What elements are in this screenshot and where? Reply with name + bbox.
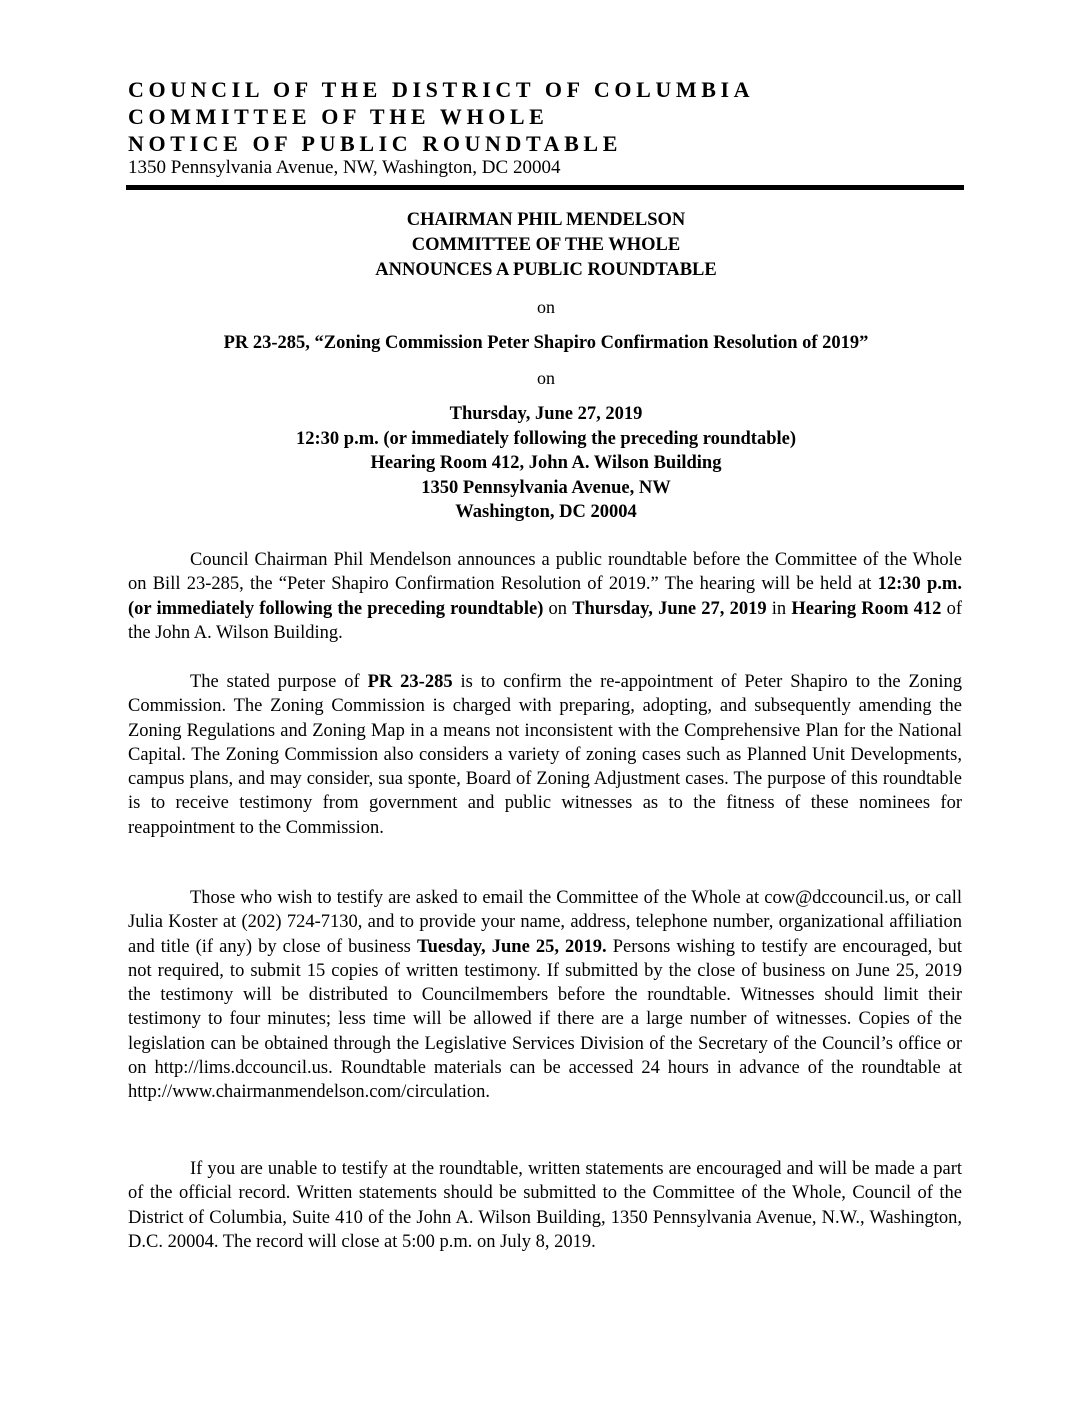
horizontal-rule: [126, 185, 964, 190]
letterhead-committee: COMMITTEE OF THE WHOLE: [128, 104, 549, 129]
p1-text-1: Council Chairman Phil Mendelson announces a public roundtable before the Committee of the Whole on Bill 23-285, the “Peter Shapiro Confirmation Resolution of 2019.” The hearing will be held at: [128, 550, 962, 595]
p1-date: Thursday, June 27, 2019: [572, 598, 767, 619]
hearing-details: [128, 402, 964, 525]
p3-deadline: Tuesday, June 25, 2019.: [416, 936, 607, 957]
hearing-date: Thursday, June 27, 2019: [449, 404, 643, 424]
heading-committee: COMMITTEE OF THE WHOLE: [411, 235, 681, 255]
p3-text-1: Those who wish to testify are asked to email the Committee of the Whole at cow@dccouncil.us, or call Julia Koster at (202) 724-7130, and to provide your name, address, telephone number, organizational affiliation and title (if any) by close of business: [128, 888, 962, 957]
paragraph-testimony: [128, 886, 962, 1105]
heading-announces: ANNOUNCES A PUBLIC ROUNDTABLE: [375, 260, 717, 280]
on-label-2: on: [537, 368, 555, 388]
hearing-room: Hearing Room 412, John A. Wilson Building: [370, 453, 722, 473]
p3-text-2: Persons wishing to testify are encouraged, but not required, to submit 15 copies of written testimony. If submitted by the close of business on June 25, 2019 the testimony will be distributed to Councilmembers before the roundtable. Witnesses should limit their testimony to four minutes; less time will be allowed if there are a large number of witnesses. Copies of the legislation can be obtained through the Legislative Services Division of the Secretary of the Council’s office or on http://lims.dccouncil.us. Roundtable materials can be accessed 24 hours in advance of the roundtable at http://www.chairmanmendelson.com/circulation.: [128, 936, 962, 1103]
p2-resolution: PR 23-285: [367, 672, 453, 692]
hearing-time: 12:30 p.m. (or immediately following the preceding roundtable): [296, 428, 796, 449]
letterhead: [128, 76, 964, 179]
letterhead-council: COUNCIL OF THE DISTRICT OF COLUMBIA: [128, 77, 755, 102]
p1-text-2: on: [543, 598, 573, 619]
announcement-heading: [128, 208, 964, 283]
letterhead-address: 1350 Pennsylvania Avenue, NW, Washington, DC 20004: [128, 157, 561, 178]
p1-room: Hearing Room 412: [791, 598, 942, 619]
letterhead-notice: NOTICE OF PUBLIC ROUNDTABLE: [128, 131, 622, 156]
p2-text-1: The stated purpose of: [190, 672, 368, 692]
p1-time: 12:30 p.m. (or immediately following the preceding roundtable): [128, 574, 962, 619]
p1-text-3: in: [766, 598, 792, 619]
heading-chairman: CHAIRMAN PHIL MENDELSON: [406, 210, 686, 230]
p4-text-1: If you are unable to testify at the roundtable, written statements are encouraged and will be made a part of the official record. Written statements should be submitted to the Committee of the Whole, Council of the District of Columbia, Suite 410 of the John A. Wilson Building, 1350 Pennsylvania Avenue, N.W., Washington, D.C. 20004. The record will close at 5:00 p.m. on July 8, 2019.: [128, 1159, 962, 1252]
hearing-street: 1350 Pennsylvania Avenue, NW: [421, 477, 671, 498]
paragraph-written-statements: [128, 1157, 962, 1254]
p1-text-4: of the John A. Wilson Building.: [128, 598, 963, 643]
paragraph-announcement: [128, 548, 962, 645]
on-label-1: on: [537, 297, 555, 317]
resolution-title: PR 23-285, “Zoning Commission Peter Shapiro Confirmation Resolution of 2019”: [223, 333, 869, 353]
paragraph-purpose: [128, 670, 962, 840]
hearing-city: Washington, DC 20004: [455, 502, 637, 522]
p2-text-2: is to confirm the re-appointment of Peter Shapiro to the Zoning Commission. The Zoning Commission is charged with preparing, adopting, and subsequently amending the Zoning Regulations and Zoning Map in a means not inconsistent with the Comprehensive Plan for the National Capital. The Zoning Commission also considers a variety of zoning cases such as Planned Unit Developments, campus plans, and may consider, sua sponte, Board of Zoning Adjustment cases. The purpose of this roundtable is to receive testimony from government and public witnesses as to the fitness of these nominees for reappointment to the Commission.: [128, 672, 962, 838]
